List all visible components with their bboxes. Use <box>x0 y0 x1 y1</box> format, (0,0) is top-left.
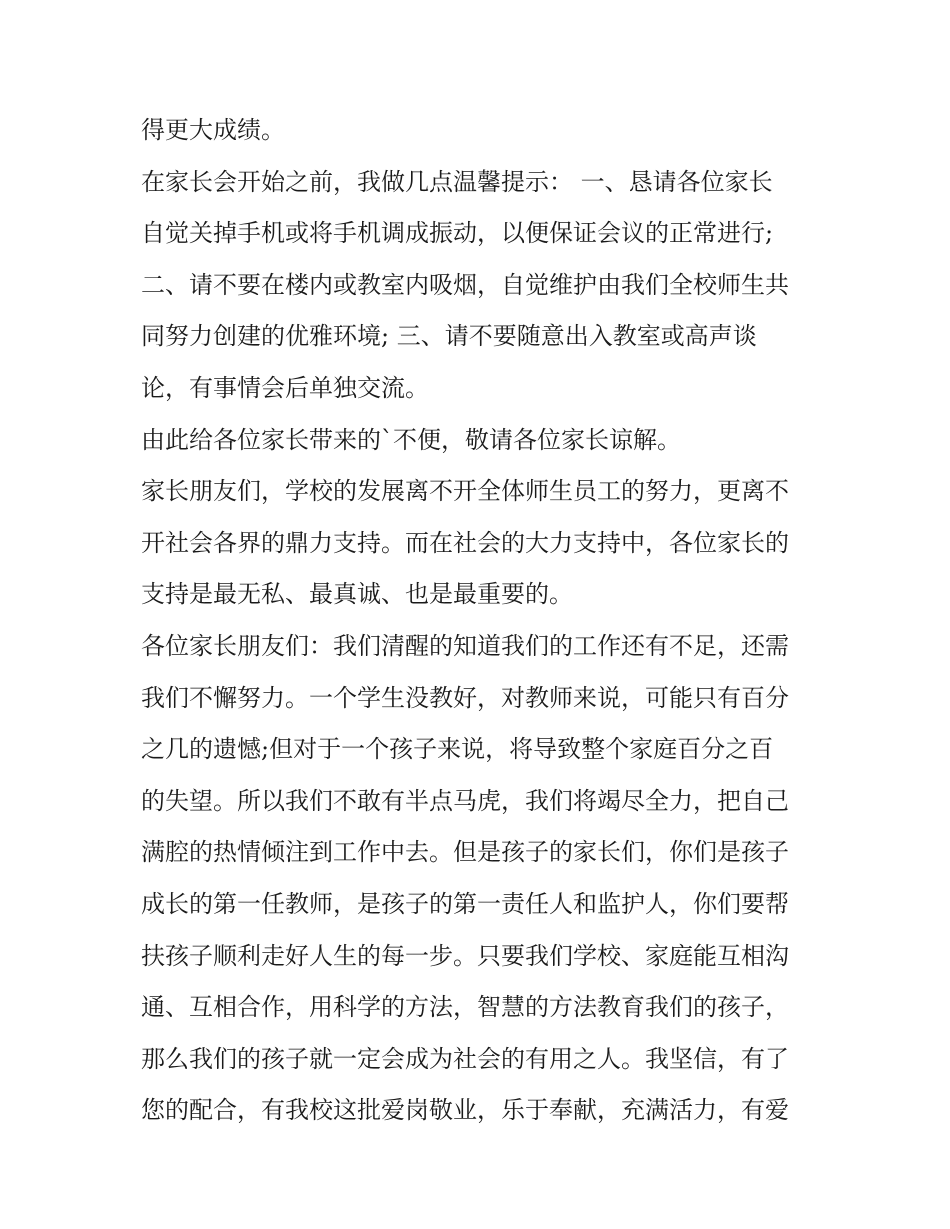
text-line: 的失望。所以我们不敢有半点马虎，我们将竭尽全力，把自己 <box>141 786 789 815</box>
text-line: 二、请不要在楼内或教室内吸烟，自觉维护由我们全校师生共 <box>141 270 789 299</box>
text-line: 在家长会开始之前，我做几点温馨提示： 一、恳请各位家长 <box>141 167 773 196</box>
text-line: 支持是最无私、最真诚、也是最重要的。 <box>141 580 573 609</box>
text-line: 扶孩子顺利走好人生的每一步。只要我们学校、家庭能互相沟 <box>141 941 789 970</box>
text-line: 自觉关掉手机或将手机调成振动，以便保证会议的正常进行; <box>141 219 774 248</box>
text-line: 开社会各界的鼎力支持。而在社会的大力支持中，各位家长的 <box>141 528 789 557</box>
text-line: 那么我们的孩子就一定会成为社会的有用之人。我坚信，有了 <box>141 1044 789 1073</box>
text-line: 家长朋友们，学校的发展离不开全体师生员工的努力，更离不 <box>141 477 789 506</box>
text-line: 成长的第一任教师，是孩子的第一责任人和监护人，你们要帮 <box>141 889 789 918</box>
text-line: 同努力创建的优雅环境; 三、请不要随意出入教室或高声谈 <box>141 322 757 351</box>
text-line: 您的配合，有我校这批爱岗敬业，乐于奉献，充满活力，有爱 <box>141 1096 789 1125</box>
text-line: 由此给各位家长带来的`不便，敬请各位家长谅解。 <box>141 425 681 454</box>
text-line: 之几的遗憾;但对于一个孩子来说，将导致整个家庭百分之百 <box>141 735 774 764</box>
body-text <box>141 105 831 1137</box>
text-line: 各位家长朋友们：我们清醒的知道我们的工作还有不足，还需 <box>141 631 789 660</box>
text-line: 论，有事情会后单独交流。 <box>141 373 429 402</box>
text-line: 通、互相合作，用科学的方法，智慧的方法教育我们的孩子， <box>141 993 789 1022</box>
text-line: 得更大成绩。 <box>141 116 285 144</box>
text-line: 我们不懈努力。一个学生没教好，对教师来说，可能只有百分 <box>141 683 789 712</box>
text-line: 满腔的热情倾注到工作中去。但是孩子的家长们，你们是孩子 <box>141 838 789 867</box>
